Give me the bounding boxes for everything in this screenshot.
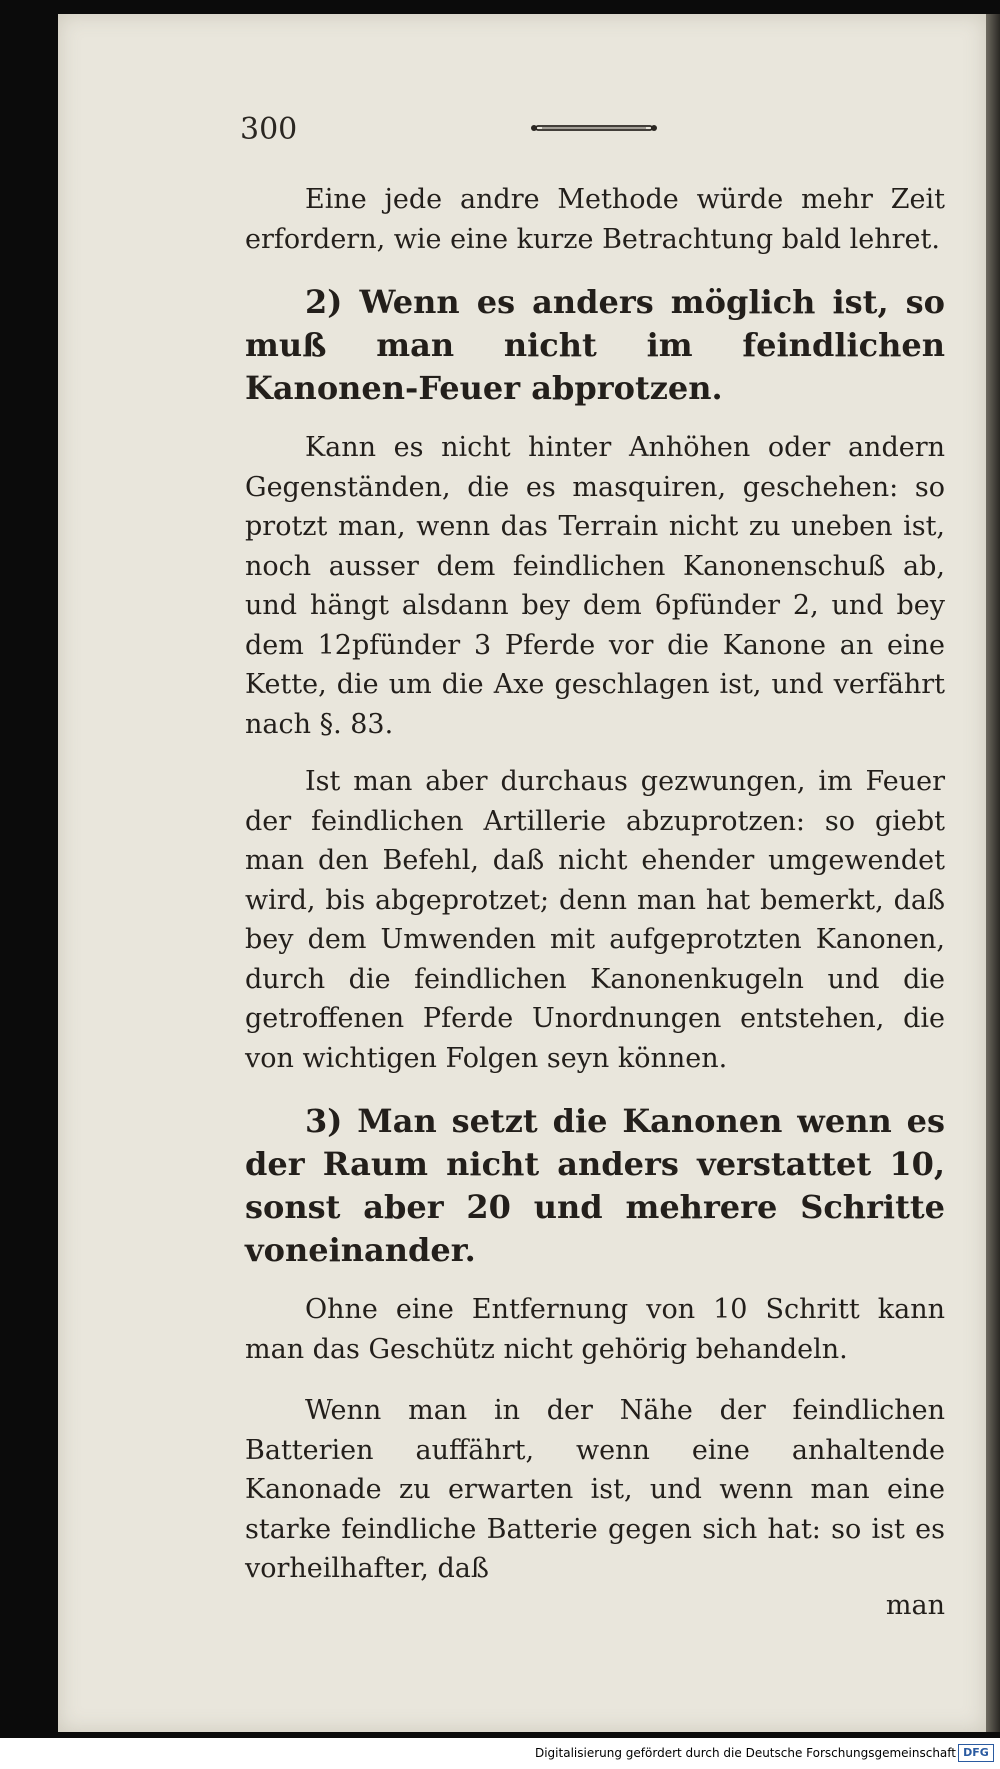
paragraph-2: Kann es nicht hinter Anhöhen oder andern Gegenständen, die es masquiren, geschehen: so protzt man, wenn das Terrain nicht zu uneben ist, noch ausser dem feindlichen Kanonenschuß ab, und hängt alsdann bey dem 6pfünder 2, und bey dem 12pfünder 3 Pferde vor die Kanone an eine Kette, die um die Axe geschlagen ist, und verfährt nach §. 83. xyxy=(245,432,945,740)
catchword: man xyxy=(885,1589,945,1621)
digitization-footer xyxy=(0,1738,1000,1769)
page-header xyxy=(240,112,940,152)
dfg-logo: DFG xyxy=(958,1744,994,1762)
page-body xyxy=(245,180,945,1623)
paragraph-4: Ohne eine Entfernung von 10 Schritt kann man das Geschütz nicht gehörig behandeln. xyxy=(245,1294,945,1365)
paragraph-5: Wenn man in der Nähe der feindlichen Batterien auffährt, wenn eine anhaltende Kanonade zu erwarten ist, und wenn man eine starke feindliche Batterie gegen sich hat: so ist es vorheilhafter, daß xyxy=(245,1395,945,1584)
rule-ornament-icon xyxy=(530,122,658,134)
page-number: 300 xyxy=(240,112,298,147)
paragraph-3: Ist man aber durchaus gezwungen, im Feuer der feindlichen Artillerie abzuprotzen: so giebt man den Befehl, daß nicht ehender umgewendet wird, bis abgeprotzet; denn man hat bemerkt, daß bey dem Umwenden mit aufgeprotzten Kanonen, durch die feindlichen Kanonenkugeln und die getroffenen Pferde Unordnungen entstehen, die von wichtigen Folgen seyn können. xyxy=(245,766,945,1074)
paragraph-1: Eine jede andre Methode würde mehr Zeit erfordern, wie eine kurze Betrachtung bald lehret. xyxy=(245,184,945,255)
rule-heading-3: 3) Man setzt die Kanonen wenn es der Raum nicht anders verstattet 10, sonst aber 20 und mehrere Schritte voneinander. xyxy=(245,1102,945,1269)
rule-heading-2: 2) Wenn es anders möglich ist, so muß man nicht im feindlichen Kanonen-Feuer abprotzen. xyxy=(245,283,945,407)
page-edge xyxy=(986,14,1000,1732)
funding-credit: Digitalisierung gefördert durch die Deutsche Forschungsgemeinschaft xyxy=(534,1746,956,1760)
